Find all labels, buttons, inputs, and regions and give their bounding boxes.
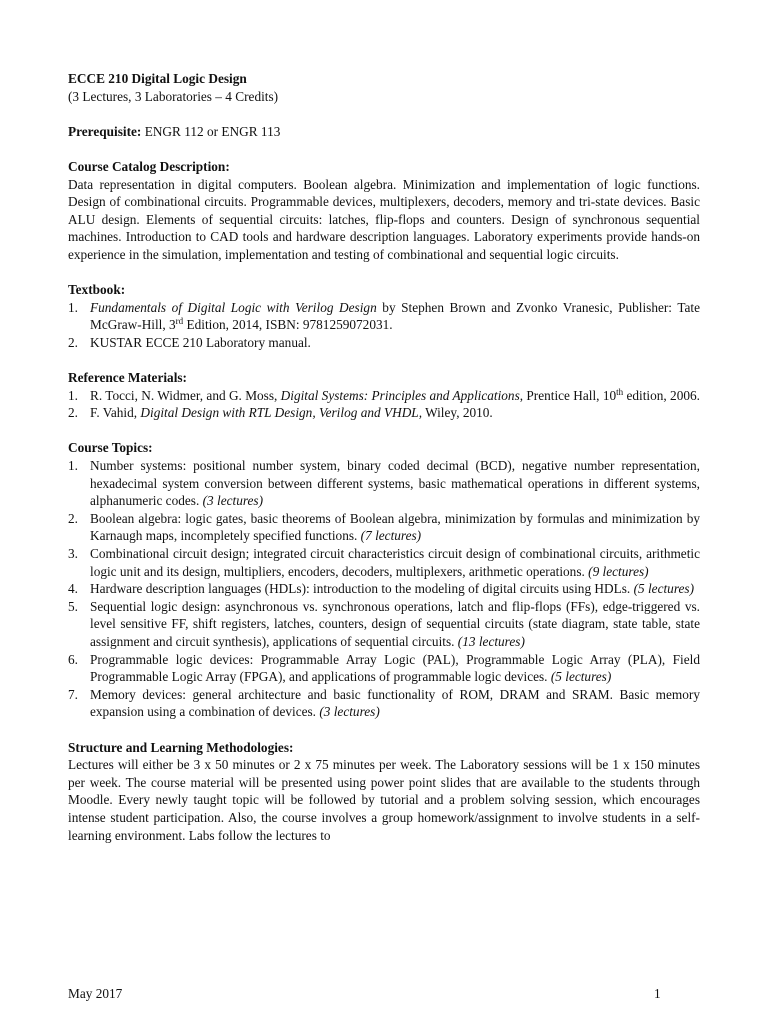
topic-lectures: (9 lectures) xyxy=(588,563,649,579)
list-number: 7. xyxy=(68,686,78,702)
ordinal-suffix: th xyxy=(616,386,624,397)
textbook-heading: Textbook: xyxy=(68,282,126,298)
topic-text: Sequential logic design: asynchronous vs. synchronous operations, latch and flip-flops (FFs), edge-triggered vs. level sensitive FF, shift registers, latches, counters, design of sequential circuits (state diagram, state table, state assignment and circuit synthesis), applications of sequential circuits. xyxy=(90,598,700,649)
list-number: 4. xyxy=(68,581,78,597)
list-number: 2. xyxy=(68,405,78,421)
footer-date: May 2017 xyxy=(68,986,123,1001)
list-number: 3. xyxy=(68,546,78,562)
reference-item xyxy=(68,387,700,405)
topic-lectures: (3 lectures) xyxy=(319,704,380,720)
topic-item xyxy=(68,457,700,510)
topic-item xyxy=(68,510,700,545)
footer-page-number: 1 xyxy=(654,986,661,1001)
ordinal-suffix: rd xyxy=(175,316,184,327)
topic-item xyxy=(68,598,700,651)
topic-lectures: (5 lectures) xyxy=(550,669,612,685)
reference-details: Wiley, 2010. xyxy=(422,405,493,421)
reference-title: Digital Systems: Principles and Applications xyxy=(280,387,520,403)
topic-text: Hardware description languages (HDLs): introduction to the modeling of digital circuits using HDLs. xyxy=(90,581,634,597)
page-content xyxy=(68,70,700,844)
reference-details: , Prentice Hall, 10 xyxy=(519,387,617,403)
topic-lectures: (3 lectures) xyxy=(202,493,264,509)
reference-title: Digital Design with RTL Design, Verilog and VHDL, xyxy=(140,405,423,421)
topics-heading: Course Topics: xyxy=(68,440,153,456)
topic-item xyxy=(68,545,700,580)
reference-details-end: edition, 2006. xyxy=(623,387,700,403)
textbook-item xyxy=(68,299,700,334)
topic-lectures: (13 lectures) xyxy=(457,634,525,649)
list-number: 1. xyxy=(68,387,78,403)
textbook-list xyxy=(68,299,700,352)
topic-text: Memory devices: general architecture and basic functionality of ROM, DRAM and SRAM. Basic memory expansion using a combination of devices. xyxy=(90,686,700,720)
list-number: 1. xyxy=(68,458,78,474)
list-number: 2. xyxy=(68,510,78,526)
list-number: 6. xyxy=(68,651,78,667)
list-number: 5. xyxy=(68,598,78,614)
prerequisite-value: ENGR 112 or ENGR 113 xyxy=(141,123,281,139)
list-number: 2. xyxy=(68,334,78,350)
structure-text: Lectures will either be 3 x 50 minutes or 2 x 75 minutes per week. The Laboratory sessions will be 1 x 150 minutes per week. The course material will be presented using power point slides that are available to the students through Moodle. Every newly taught topic will be followed by tutorial and a problem solving session, which encourages intense student participation. Also, the course involves a group homework/assignment to involve students in a self-learning environment. Labs follow the lectures to xyxy=(68,757,700,843)
textbook-title: Fundamentals of Digital Logic with Verilog Design xyxy=(90,299,377,315)
structure-heading: Structure and Learning Methodologies: xyxy=(68,739,294,755)
reference-authors: R. Tocci, N. Widmer, and G. Moss, xyxy=(90,387,281,403)
topic-lectures: (7 lectures) xyxy=(360,528,422,544)
catalog-description: Data representation in digital computers. Boolean algebra. Minimization and implementation of logic functions. Design of combinational circuits. Programmable devices, multiplexers, decoders, memory and tri-state devices. Basic ALU design. Elements of sequential circuits: latches, flip-flops and counters. Design of synchronous sequential machines. Introduction to CAD tools and hardware description languages. Laboratory experiments provide hands-on experience in the simulation, implementation and testing of combinational and sequential logic circuits. xyxy=(68,176,700,262)
topic-lectures: (5 lectures) xyxy=(633,581,695,597)
reference-item xyxy=(68,404,700,422)
topic-text: Combinational circuit design; integrated circuit characteristics circuit design of combinational circuits, arithmetic logic unit and its design, multipliers, encoders, decoders, multiplexers, arithmetic operations. xyxy=(90,546,700,579)
list-number: 1. xyxy=(68,299,78,315)
references-list xyxy=(68,387,700,422)
course-credits: (3 Lectures, 3 Laboratories – 4 Credits) xyxy=(68,88,279,104)
prerequisite-label: Prerequisite: xyxy=(68,123,142,139)
topic-text: Programmable logic devices: Programmable Array Logic (PAL), Programmable Logic Array (PLA), Field Programmable Logic Array (FPGA), and applications of programmable logic devices. xyxy=(90,651,700,685)
course-title: ECCE 210 Digital Logic Design xyxy=(68,71,247,86)
textbook-details: by Stephen Brown and Zvonko Vranesic, Publisher: Tate McGraw-Hill, 3 xyxy=(90,299,701,333)
textbook-text: KUSTAR ECCE 210 Laboratory manual. xyxy=(90,334,311,350)
catalog-heading: Course Catalog Description: xyxy=(68,158,230,174)
references-heading: Reference Materials: xyxy=(68,370,187,386)
topic-text: Boolean algebra: logic gates, basic theorems of Boolean algebra, minimization by formulas and minimization by Karnaugh maps, incompletely specified functions. xyxy=(90,510,700,544)
topic-text: Number systems: positional number system, binary coded decimal (BCD), negative number representation, hexadecimal system conversion between different systems, basic mathematical operations in different systems, alphanumeric codes. xyxy=(90,458,700,509)
reference-authors: F. Vahid, xyxy=(90,405,141,421)
textbook-item xyxy=(68,334,700,352)
prerequisite-line xyxy=(68,123,700,141)
topic-item xyxy=(68,651,700,686)
topic-item xyxy=(68,686,700,721)
textbook-details-end: Edition, 2014, ISBN: 9781259072031. xyxy=(183,317,393,333)
topic-item xyxy=(68,580,700,598)
topics-list xyxy=(68,457,700,721)
